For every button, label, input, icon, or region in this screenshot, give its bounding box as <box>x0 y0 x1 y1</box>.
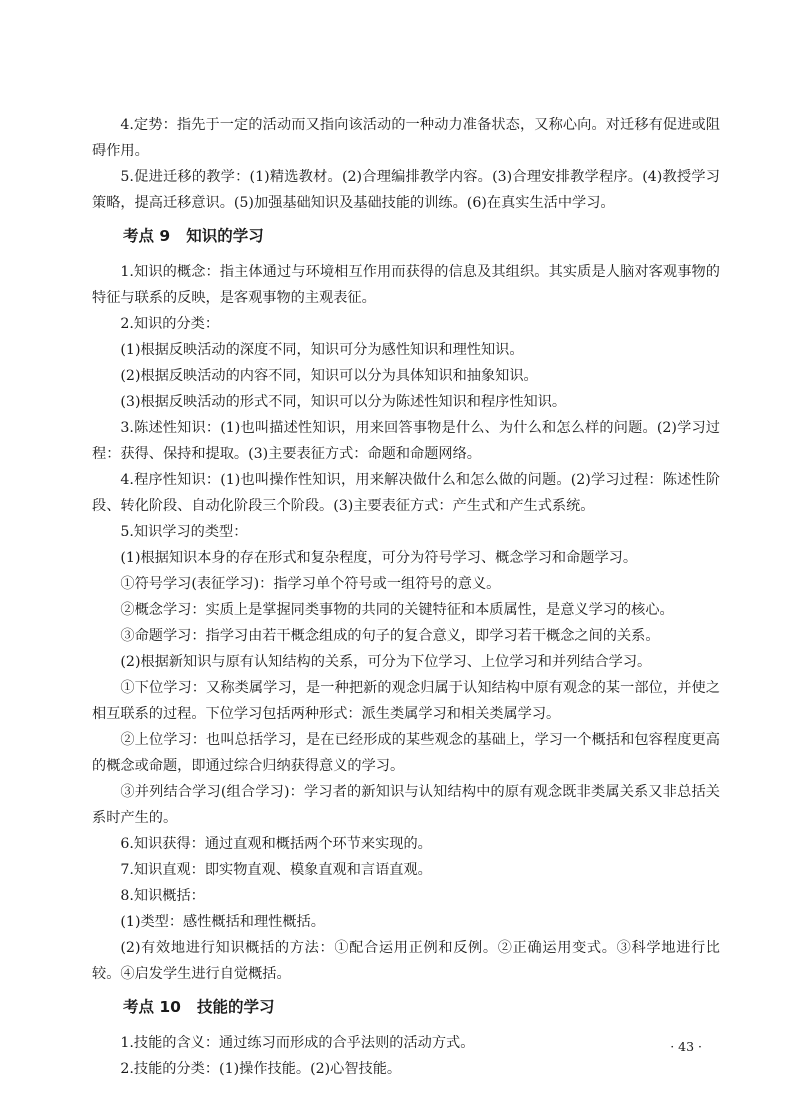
paragraph: ①符号学习(表征学习)：指学习单个符号或一组符号的意义。 <box>120 576 501 592</box>
paragraph: (1)根据反映活动的深度不同，知识可分为感性知识和理性知识。 <box>120 342 524 358</box>
section-title: 知识的学习 <box>186 227 264 245</box>
paragraph: (1)根据知识本身的存在形式和复杂程度，可分为符号学习、概念学习和命题学习。 <box>120 550 638 566</box>
paragraph: (2)根据反映活动的内容不同，知识可以分为具体知识和抽象知识。 <box>120 368 538 384</box>
paragraph: (2)根据新知识与原有认知结构的关系，可分为下位学习、上位学习和并列结合学习。 <box>120 654 652 670</box>
page-number: · 43 · <box>670 1039 702 1054</box>
paragraph: (2)有效地进行知识概括的方法：①配合运用正例和反例。②正确运用变式。③科学地进行比较。④启发学生进行自觉概括。 <box>92 940 720 982</box>
paragraph: (1)类型：感性概括和理性概括。 <box>120 914 325 930</box>
paragraph: ③命题学习：指学习由若干概念组成的句子的复合意义，即学习若干概念之间的关系。 <box>120 628 660 644</box>
paragraph: 8.知识概括： <box>120 888 205 904</box>
paragraph: 1.知识的概念：指主体通过与环境相互作用而获得的信息及其组织。其实质是人脑对客观事物的特征与联系的反映，是客观事物的主观表征。 <box>92 264 720 306</box>
page-body <box>92 112 720 1082</box>
paragraph: ③并列结合学习(组合学习)：学习者的新知识与认知结构中的原有观念既非类属关系又非总括关系时产生的。 <box>92 784 720 826</box>
paragraph: 2.知识的分类： <box>120 316 220 332</box>
paragraph: 3.陈述性知识：(1)也叫描述性知识，用来回答事物是什么、为什么和怎么样的问题。(2)学习过程：获得、保持和提取。(3)主要表征方式：命题和命题网络。 <box>92 420 720 462</box>
paragraph: 4.定势：指先于一定的活动而又指向该活动的一种动力准备状态，又称心向。对迁移有促进或阻碍作用。 <box>92 117 720 159</box>
section-heading <box>92 223 720 249</box>
paragraph: 5.促进迁移的教学：(1)精选教材。(2)合理编排教学内容。(3)合理安排教学程序。(4)教授学习策略，提高迁移意识。(5)加强基础知识及基础技能的训练。(6)在真实生活中学习。 <box>92 169 720 211</box>
paragraph: 7.知识直观：即实物直观、模象直观和言语直观。 <box>120 862 432 878</box>
section-heading <box>92 994 720 1020</box>
paragraph: (3)根据反映活动的形式不同，知识可以分为陈述性知识和程序性知识。 <box>120 394 567 410</box>
paragraph: 2.技能的分类：(1)操作技能。(2)心智技能。 <box>120 1061 402 1077</box>
paragraph: ②上位学习：也叫总括学习，是在已经形成的某些观念的基础上，学习一个概括和包容程度更高的概念或命题，即通过综合归纳获得意义的学习。 <box>92 732 720 774</box>
section-number: 考点 9 <box>123 227 171 245</box>
paragraph: ②概念学习：实质上是掌握同类事物的共同的关键特征和本质属性，是意义学习的核心。 <box>120 602 674 618</box>
paragraph: 1.技能的含义：通过练习而形成的合乎法则的活动方式。 <box>120 1035 475 1051</box>
paragraph: 6.知识获得：通过直观和概括两个环节来实现的。 <box>120 836 432 852</box>
paragraph: 5.知识学习的类型： <box>120 524 248 540</box>
paragraph: 4.程序性知识：(1)也叫操作性知识，用来解决做什么和怎么做的问题。(2)学习过程：陈述性阶段、转化阶段、自动化阶段三个阶段。(3)主要表征方式：产生式和产生式系统。 <box>92 472 720 514</box>
section-number: 考点 10 <box>123 998 181 1016</box>
paragraph: ①下位学习：又称类属学习，是一种把新的观念归属于认知结构中原有观念的某一部位，并使之相互联系的过程。下位学习包括两种形式：派生类属学习和相关类属学习。 <box>92 680 720 722</box>
section-title: 技能的学习 <box>196 998 275 1016</box>
